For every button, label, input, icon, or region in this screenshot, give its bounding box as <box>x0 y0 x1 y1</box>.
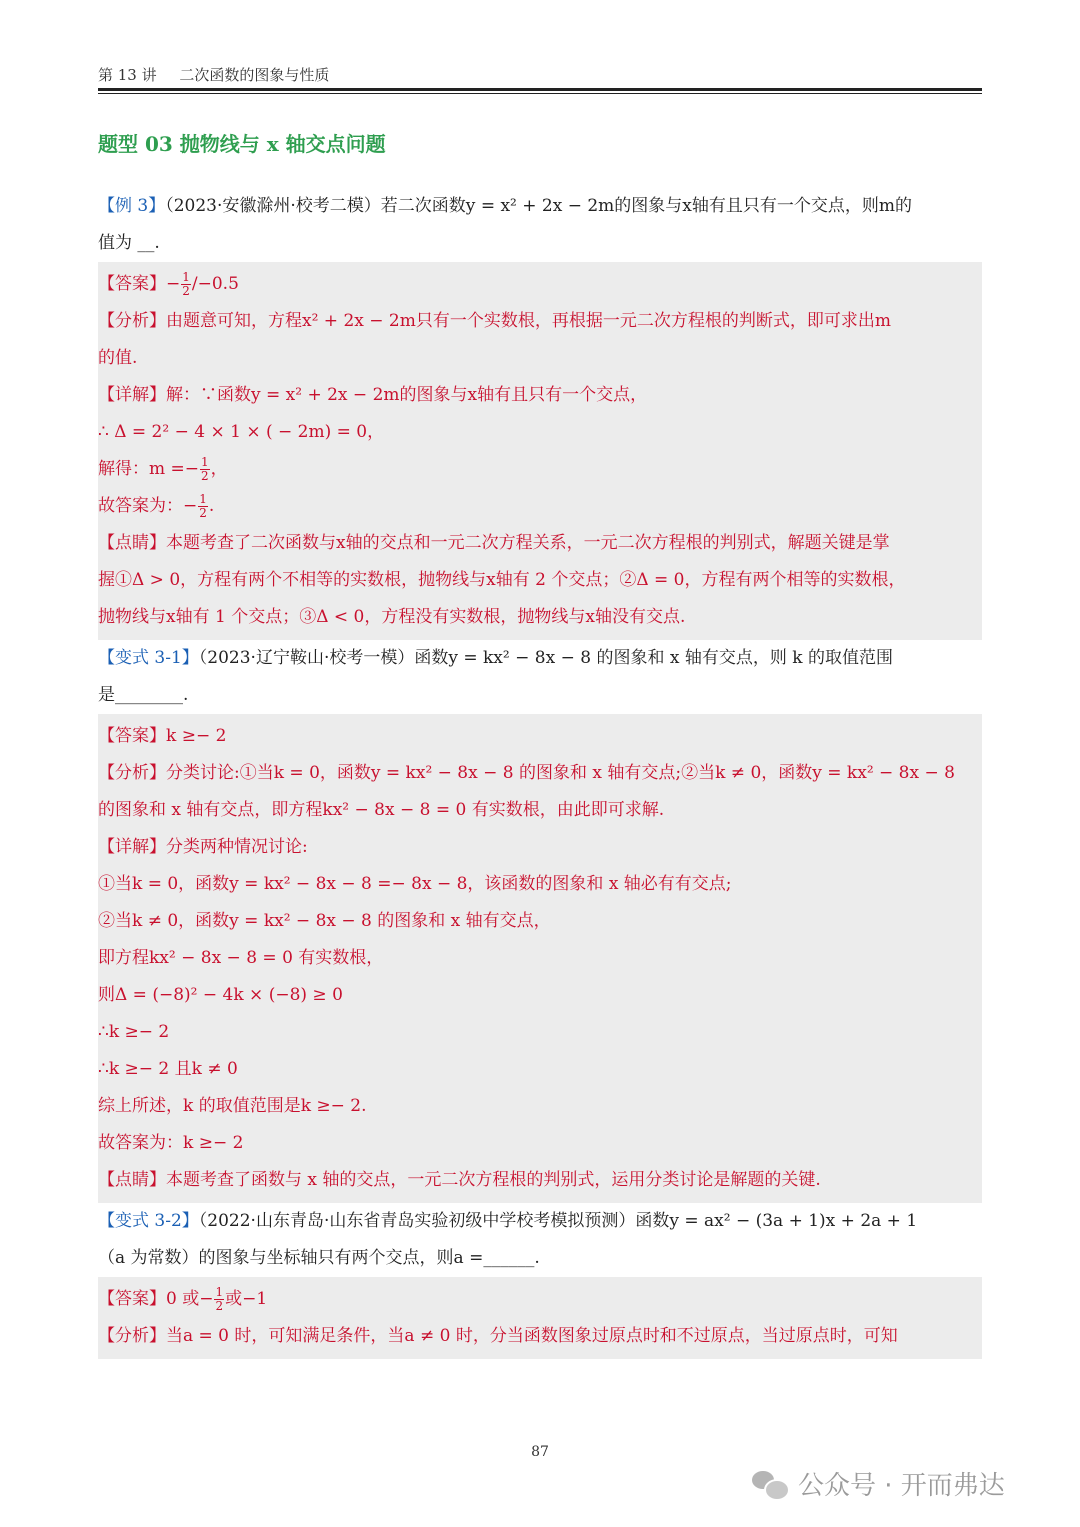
answer-tag: 【答案】 <box>98 726 166 746</box>
example-question-cont: 值为 __. <box>98 233 160 253</box>
page-number: 87 <box>531 1444 549 1460</box>
comment-text: 本题考查了二次函数与x轴的交点和一元二次方程关系，一元二次方程根的判别式，解题关键是掌 <box>166 533 890 553</box>
analysis-text-cont: 的值. <box>98 348 138 368</box>
variant-tag: 【变式 3-2】 <box>98 1211 199 1231</box>
detail-line: 即方程kx² − 8x − 8 = 0 有实数根， <box>98 948 384 968</box>
page-header <box>98 64 982 85</box>
variant-question: （2023·辽宁鞍山·校考一模）函数y = kx² − 8x − 8 的图象和 x 轴有交点，则 k 的取值范围 <box>198 648 893 668</box>
detail-line: ②当k ≠ 0，函数y = kx² − 8x − 8 的图象和 x 轴有交点， <box>98 911 551 931</box>
watermark <box>752 1465 1005 1502</box>
answer-tail: /−0.5 <box>191 274 239 294</box>
analysis-tag: 【分析】 <box>98 311 166 331</box>
detail-line: 解得：m =− <box>98 459 200 479</box>
detail-tag: 【详解】 <box>98 837 166 857</box>
content <box>98 188 982 1359</box>
detail-fraction: $\frac{1}{2}$ <box>199 492 207 520</box>
comment-text-cont: 握①Δ > 0，方程有两个不相等的实数根，抛物线与x轴有 2 个交点；②Δ = 0，方程有两个相等的实数根， <box>98 570 906 590</box>
analysis-tag: 【分析】 <box>98 1326 166 1346</box>
detail-line-end: ， <box>210 459 228 479</box>
detail-line-end: . <box>208 496 215 516</box>
comment-tag: 【点睛】 <box>98 1170 166 1190</box>
watermark-text: 公众号 · 开而弗达 <box>798 1471 1005 1501</box>
variant-3-2 <box>98 1203 982 1277</box>
answer-tag: 【答案】 <box>98 1289 166 1309</box>
lecture-number: 第 13 讲 <box>98 66 157 84</box>
header-rule-thin <box>98 93 982 94</box>
header-rule-thick <box>98 88 982 91</box>
comment-text-cont: 抛物线与x轴有 1 个交点；③Δ < 0，方程没有实数根，抛物线与x轴没有交点. <box>98 607 686 627</box>
answer-text: − <box>166 274 181 294</box>
section-title: 题型 03 抛物线与 x 轴交点问题 <box>98 132 386 156</box>
detail-line: 故答案为：− <box>98 496 198 516</box>
answer-text: 0 或− <box>166 1289 214 1309</box>
lecture-topic: 二次函数的图象与性质 <box>179 66 330 84</box>
detail-line: 综上所述，k 的取值范围是k ≥− 2. <box>98 1096 367 1116</box>
answer-fraction: $\frac{1}{2}$ <box>215 1285 224 1313</box>
comment-text: 本题考查了函数与 x 轴的交点，一元二次方程根的判别式，运用分类讨论是解题的关键. <box>166 1170 821 1190</box>
comment-tag: 【点睛】 <box>98 533 166 553</box>
answer-fraction: $\frac{1}{2}$ <box>182 270 190 298</box>
example-tag: 【例 3】 <box>98 196 166 216</box>
analysis-text: 当a = 0 时，可知满足条件，当a ≠ 0 时，分当函数图象过原点时和不过原点，当过原点时，可知 <box>166 1326 898 1346</box>
detail-line: ∴ Δ = 2² − 4 × 1 × ( − 2m) = 0， <box>98 422 385 442</box>
detail-text: 解：∵函数y = x² + 2x − 2m的图象与x轴有且只有一个交点， <box>166 385 648 405</box>
variant-question-cont: 是________. <box>98 685 189 705</box>
detail-text: 分类两种情况讨论: <box>166 837 308 857</box>
detail-tag: 【详解】 <box>98 385 166 405</box>
answer-tag: 【答案】 <box>98 274 166 294</box>
example-question: （2023·安徽滁州·校考二模）若二次函数y = x² + 2x − 2m的图象与x轴有且只有一个交点，则m的 <box>165 196 913 216</box>
detail-fraction: $\frac{1}{2}$ <box>201 455 209 483</box>
analysis-tag: 【分析】 <box>98 763 166 783</box>
answer-text: k ≥− 2 <box>166 726 227 746</box>
analysis-text-cont: 的图象和 x 轴有交点，即方程kx² − 8x − 8 = 0 有实数根，由此即可求解. <box>98 800 665 820</box>
detail-line: 则Δ = (−8)² − 4k × (−8) ≥ 0 <box>98 985 343 1005</box>
analysis-text: 分类讨论:①当k = 0，函数y = kx² − 8x − 8 的图象和 x 轴有交点;②当k ≠ 0，函数y = kx² − 8x − 8 <box>166 763 955 783</box>
example-3-solution <box>98 262 982 640</box>
variant-question: （2022·山东青岛·山东省青岛实验初级中学校考模拟预测）函数y = ax² − (3a + 1)x + 2a + 1 <box>198 1211 918 1231</box>
detail-line: ∴k ≥− 2 <box>98 1022 170 1042</box>
variant-3-1 <box>98 640 982 714</box>
variant-question-cont: （a 为常数）的图象与坐标轴只有两个交点，则a =______. <box>98 1248 540 1268</box>
analysis-text: 由题意可知，方程x² + 2x − 2m只有一个实数根，再根据一元二次方程根的判断式，即可求出m <box>166 311 891 331</box>
detail-line: 故答案为：k ≥− 2 <box>98 1133 244 1153</box>
detail-line: ∴k ≥− 2 且k ≠ 0 <box>98 1059 238 1079</box>
variant-3-1-solution <box>98 714 982 1203</box>
variant-3-2-solution <box>98 1277 982 1359</box>
variant-tag: 【变式 3-1】 <box>98 648 199 668</box>
wechat-icon <box>752 1469 788 1499</box>
answer-tail: 或−1 <box>225 1289 268 1309</box>
example-3 <box>98 188 982 262</box>
detail-line: ①当k = 0，函数y = kx² − 8x − 8 =− 8x − 8，该函数的图象和 x 轴必有有交点; <box>98 874 732 894</box>
